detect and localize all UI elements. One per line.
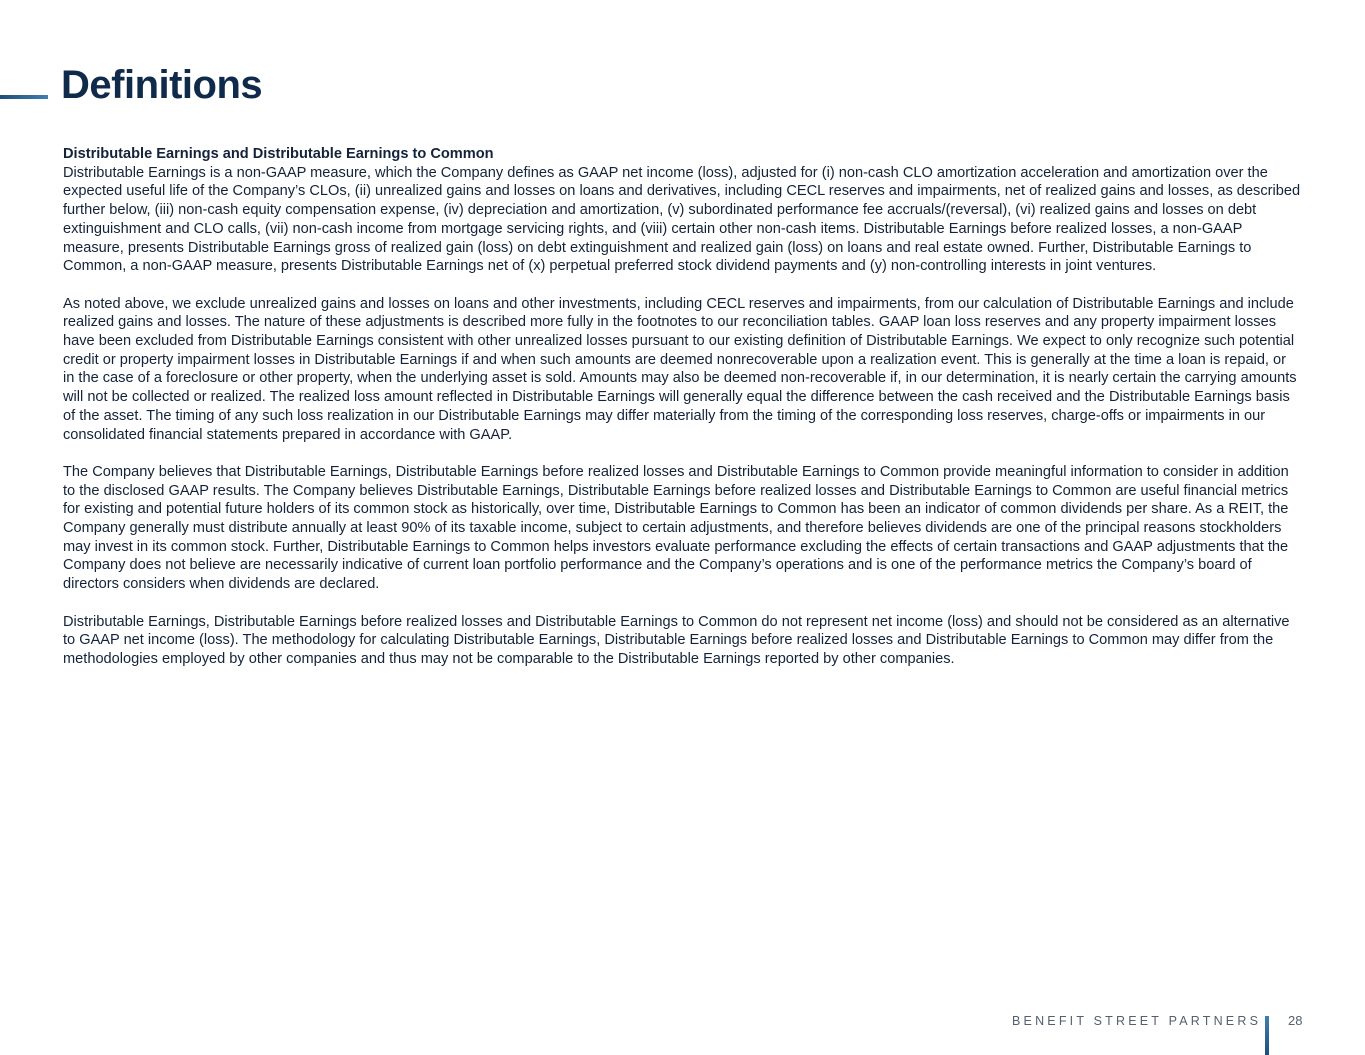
definitions-body — [63, 145, 1301, 687]
paragraph-company-beliefs: The Company believes that Distributable Earnings, Distributable Earnings before realized losses and Distributable Earnings to Common provide meaningful information to consider in addition to the disclosed GAAP results. The Company believes Distributable Earnings, Distributable Earnings before realized losses and Distributable Earnings to Common are useful financial metrics for existing and potential future holders of its common stock as historically, over time, Distributable Earnings to Common has been an indicator of common dividends per share. As a REIT, the Company generally must distribute annually at least 90% of its taxable income, subject to certain adjustments, and therefore believes dividends are one of the principal reasons stockholders may invest in its common stock. Further, Distributable Earnings to Common helps investors evaluate performance excluding the effects of certain transactions and GAAP adjustments that the Company does not believe are necessarily indicative of current loan portfolio performance and the Company’s operations and is one of the performance metrics the Company’s board of directors considers when dividends are declared. — [63, 463, 1289, 593]
title-accent-bar — [0, 95, 48, 99]
paragraph-definition: Distributable Earnings is a non-GAAP measure, which the Company defines as GAAP net income (loss), adjusted for (i) non-cash CLO amortization acceleration and amortization over the expected useful life of the Company’s CLOs, (ii) unrealized gains and losses on loans and derivatives, including CECL reserves and impairments, net of realized gains and losses, as described further below, (iii) non-cash equity compensation expense, (iv) depreciation and amortization, (v) subordinated performance fee accruals/(reversal), (vi) realized gains and losses on debt extinguishment and CLO calls, (vii) non-cash income from mortgage servicing rights, and (viii) certain other non-cash items. Distributable Earnings before realized losses, a non-GAAP measure, presents Distributable Earnings gross of realized gain (loss) on debt extinguishment and realized gain (loss) on loans and real estate owned. Further, Distributable Earnings to Common, a non-GAAP measure, presents Distributable Earnings net of (x) perpetual preferred stock dividend payments and (y) non-controlling interests in joint ventures. — [63, 164, 1301, 275]
paragraph-unrealized-gains: As noted above, we exclude unrealized gains and losses on loans and other investments, including CECL reserves and impairments, from our calculation of Distributable Earnings and include realized gains and losses. The nature of these adjustments is described more fully in the footnotes to our reconciliation tables. GAAP loan loss reserves and any property impairment losses have been excluded from Distributable Earnings consistent with other unrealized losses pursuant to our existing definition of Distributable Earnings. We expect to only recognize such potential credit or property impairment losses in Distributable Earnings if and when such amounts are deemed nonrecoverable upon a realization event. This is generally at the time a loan is repaid, or in the case of a foreclosure or other property, when the underlying asset is sold. Amounts may also be deemed non-recoverable if, in our determination, it is nearly certain the carrying amounts will not be collected or realized. The realized loss amount reflected in Distributable Earnings will generally equal the difference between the cash received and the Distributable Earnings basis of the asset. The timing of any such loss realization in our Distributable Earnings may differ materially from the timing of the corresponding loss reserves, charge-offs or impairments in our consolidated financial statements prepared in accordance with GAAP. — [63, 295, 1297, 443]
page-title: Definitions — [61, 63, 263, 107]
section-heading: Distributable Earnings and Distributable Earnings to Common — [63, 146, 494, 162]
footer-brand: BENEFIT STREET PARTNERS — [1012, 1014, 1262, 1028]
paragraph-disclaimer: Distributable Earnings, Distributable Earnings before realized losses and Distributable Earnings to Common do not represent net income (loss) and should not be considered as an alternative to GAAP net income (loss). The methodology for calculating Distributable Earnings, Distributable Earnings before realized losses and Distributable Earnings to Common may differ from the methodologies employed by other companies and thus may not be comparable to the Distributable Earnings reported by other companies. — [63, 613, 1290, 667]
footer-accent-bar — [1265, 1016, 1269, 1055]
page-number: 28 — [1288, 1013, 1303, 1028]
